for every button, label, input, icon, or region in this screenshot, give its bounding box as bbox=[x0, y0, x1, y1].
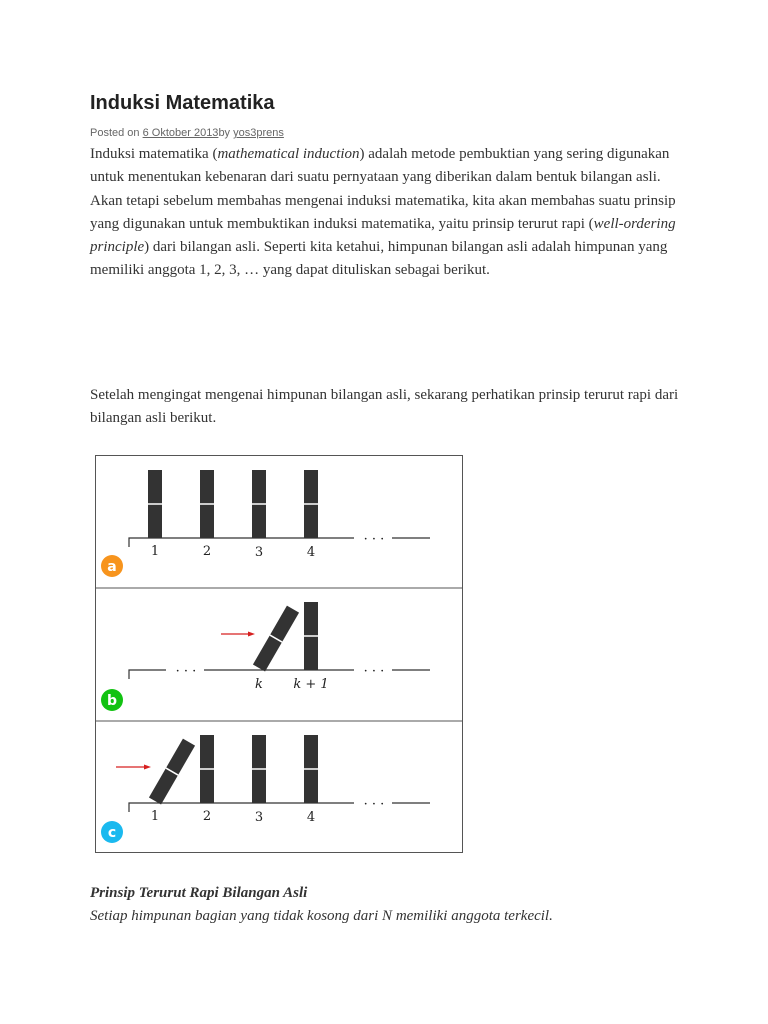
falling-domino bbox=[253, 606, 299, 672]
badge-a-label: a bbox=[107, 559, 117, 575]
intro-text-3: ) dari bilangan asli. Seperti kita ketahui, himpunan bilangan asli adalah himpunan yang memiliki anggota 1, 2, 3, … yang dapat dituliskan sebagai berikut. bbox=[90, 239, 668, 279]
red-arrow-icon bbox=[116, 765, 151, 770]
post-date-link[interactable]: 6 Oktober 2013 bbox=[142, 127, 219, 139]
label-1: 1 bbox=[150, 544, 160, 559]
principle-title: Prinsip Terurut Rapi Bilangan Asli bbox=[90, 885, 308, 901]
label-k: k bbox=[255, 677, 263, 692]
domino bbox=[304, 470, 318, 538]
domino-svg bbox=[96, 456, 462, 852]
domino bbox=[148, 470, 162, 538]
panel-a bbox=[101, 470, 430, 577]
post-meta bbox=[90, 127, 284, 139]
label-k-plus-1: k + 1 bbox=[293, 677, 329, 692]
badge-c-label: c bbox=[107, 825, 117, 841]
domino bbox=[200, 470, 214, 538]
red-arrow-icon bbox=[221, 632, 255, 637]
domino bbox=[200, 735, 214, 803]
panel-c bbox=[101, 735, 430, 843]
domino bbox=[252, 735, 266, 803]
second-paragraph: Setelah mengingat mengenai himpunan bilangan asli, sekarang perhatikan prinsip terurut rapi dari bilangan asli berikut. bbox=[90, 387, 679, 427]
intro-paragraph bbox=[90, 143, 682, 283]
principle-body: Setiap himpunan bagian yang tidak kosong dari N memiliki anggota terkecil. bbox=[90, 908, 553, 924]
label-1: 1 bbox=[150, 809, 160, 824]
domino bbox=[252, 470, 266, 538]
badge-b-label: b bbox=[106, 693, 118, 709]
label-2: 2 bbox=[202, 809, 212, 824]
intro-term-well-ordering: well-ordering principle bbox=[90, 215, 676, 256]
label-3: 3 bbox=[254, 545, 264, 560]
panel-b bbox=[101, 602, 430, 711]
post-title: Induksi Matematika bbox=[90, 92, 275, 114]
label-4: 4 bbox=[306, 545, 316, 560]
posted-on-label: Posted on bbox=[90, 127, 143, 139]
domino bbox=[304, 602, 318, 670]
intro-text-2: ) adalah metode pembuktian yang sering digunakan untuk menentukan kebenaran dari suatu pernyataan yang diberikan dalam bentuk bilangan asli. Akan tetapi sebelum membahas mengenai induksi matematika, kita akan membahas suatu prinsip yang digunakan untuk membuktikan induksi matematika, yaitu prinsip terurut rapi ( bbox=[90, 146, 676, 232]
domino bbox=[304, 735, 318, 803]
author-link[interactable]: yos3prens bbox=[233, 127, 284, 139]
baseline bbox=[129, 670, 166, 679]
by-label: by bbox=[218, 127, 234, 139]
ellipsis-right: · · · bbox=[363, 664, 385, 679]
ellipsis: · · · bbox=[363, 797, 385, 812]
baseline bbox=[129, 538, 354, 547]
baseline bbox=[129, 803, 354, 812]
falling-domino bbox=[149, 739, 195, 805]
label-4: 4 bbox=[306, 810, 316, 825]
ellipsis: · · · bbox=[363, 532, 385, 547]
label-3: 3 bbox=[254, 810, 264, 825]
intro-text-1: Induksi matematika ( bbox=[90, 146, 218, 162]
ellipsis-left: · · · bbox=[175, 664, 197, 679]
intro-term-mathematical-induction: mathematical induction bbox=[217, 146, 360, 162]
label-2: 2 bbox=[202, 544, 212, 559]
domino-figure bbox=[95, 455, 463, 853]
